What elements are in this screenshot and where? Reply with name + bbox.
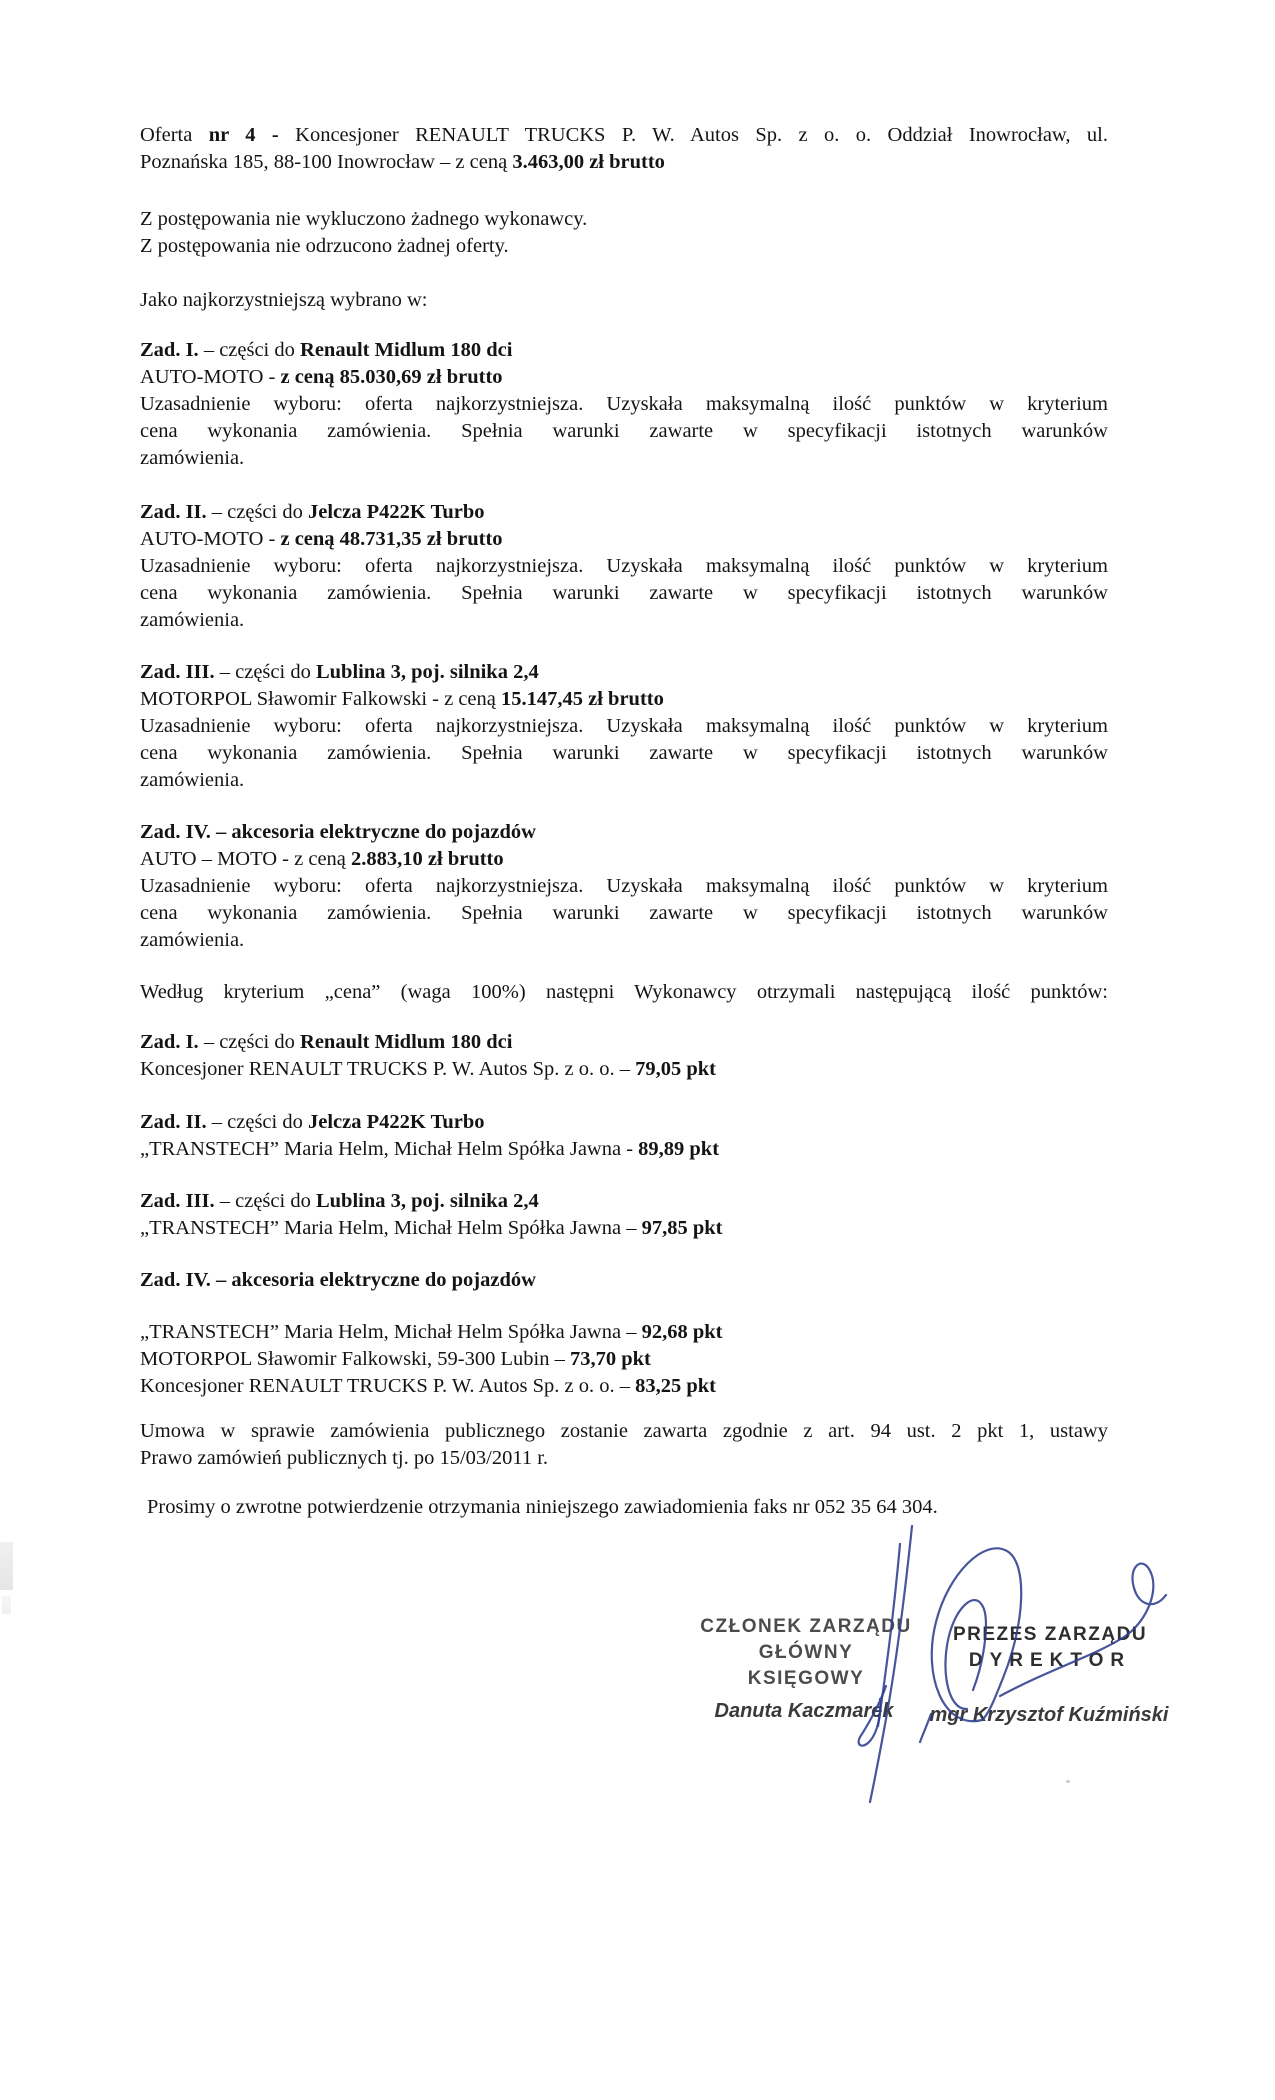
points4-heading: Zad. IV. – akcesoria elektryczne do pojazdów: [140, 1269, 536, 1291]
offer-summary-line-1: Oferta nr 4 - Koncesjoner RENAULT TRUCKS P. W. Autos Sp. z o. o. Oddział Inowrocław, ul.: [140, 124, 1108, 146]
points4-entry-2: MOTORPOL Sławomir Falkowski, 59-300 Lubin – 73,70 pkt: [140, 1348, 651, 1370]
award4-justification-line-1: Uzasadnienie wyboru: oferta najkorzystniejsza. Uzyskała maksymalną ilość punktów w kryterium: [140, 875, 1108, 897]
award3-justification-line-2: cena wykonania zamówienia. Spełnia warunki zawarte w specyfikacji istotnych warunków: [140, 742, 1108, 764]
scan-edge-artifact-2: [2, 1596, 11, 1614]
award4-justification-line-2: cena wykonania zamówienia. Spełnia warunki zawarte w specyfikacji istotnych warunków: [140, 902, 1108, 924]
award1-heading: Zad. I. – części do Renault Midlum 180 dci: [140, 339, 513, 361]
award3-heading: Zad. III. – części do Lublina 3, poj. silnika 2,4: [140, 661, 539, 683]
scan-speck: [1066, 1780, 1070, 1783]
right-signature-outer-loop: [932, 1548, 1021, 1721]
points3-entry-1: „TRANSTECH” Maria Helm, Michał Helm Spółka Jawna – 97,85 pkt: [140, 1217, 723, 1239]
award2-justification-line-2: cena wykonania zamówienia. Spełnia warunki zawarte w specyfikacji istotnych warunków: [140, 582, 1108, 604]
award1-justification-line-3: zamówienia.: [140, 447, 245, 469]
points4-entry-3: Koncesjoner RENAULT TRUCKS P. W. Autos Sp. z o. o. – 83,25 pkt: [140, 1375, 716, 1397]
right-stamp-line-1: PREZES ZARZĄDU: [952, 1624, 1148, 1645]
contract-note-line-2: Prawo zamówień publicznych tj. po 15/03/2011 r.: [140, 1447, 549, 1469]
award2-winner: AUTO-MOTO - z ceną 48.731,35 zł brutto: [140, 528, 503, 550]
award2-justification-line-1: Uzasadnienie wyboru: oferta najkorzystniejsza. Uzyskała maksymalną ilość punktów w kryterium: [140, 555, 1108, 577]
award3-justification-line-1: Uzasadnienie wyboru: oferta najkorzystniejsza. Uzyskała maksymalną ilość punktów w kryterium: [140, 715, 1108, 737]
scan-edge-artifact-1: [0, 1542, 13, 1590]
offer-summary-line-2: Poznańska 185, 88-100 Inowrocław – z ceną 3.463,00 zł brutto: [140, 151, 665, 173]
points3-heading: Zad. III. – części do Lublina 3, poj. silnika 2,4: [140, 1190, 539, 1212]
award2-heading: Zad. II. – części do Jelcza P422K Turbo: [140, 501, 485, 523]
points2-entry-1: „TRANSTECH” Maria Helm, Michał Helm Spółka Jawna - 89,89 pkt: [140, 1138, 720, 1160]
award1-winner: AUTO-MOTO - z ceną 85.030,69 zł brutto: [140, 366, 503, 388]
right-signature-tail: [1000, 1564, 1166, 1696]
left-stamp-line-2: GŁÓWNY KSIĘGOWY: [747, 1642, 865, 1689]
points1-entry-1: Koncesjoner RENAULT TRUCKS P. W. Autos Sp. z o. o. – 79,05 pkt: [140, 1058, 716, 1080]
award4-heading: Zad. IV. – akcesoria elektryczne do pojazdów: [140, 821, 536, 843]
right-signatory-name: mgr Krzysztof Kuźmiński: [929, 1704, 1169, 1726]
award1-justification-line-2: cena wykonania zamówienia. Spełnia warunki zawarte w specyfikacji istotnych warunków: [140, 420, 1108, 442]
contract-note-line-1: Umowa w sprawie zamówienia publicznego zostanie zawarta zgodnie z art. 94 ust. 2 pkt 1, ustawy: [140, 1420, 1108, 1442]
handwritten-signatures: [630, 1518, 1210, 1818]
award4-winner: AUTO – MOTO - z ceną 2.883,10 zł brutto: [140, 848, 504, 870]
award3-justification-line-3: zamówienia.: [140, 769, 245, 791]
award4-justification-line-3: zamówienia.: [140, 929, 245, 951]
criteria-intro: Według kryterium „cena” (waga 100%) następni Wykonawcy otrzymali następującą ilość punktów:: [140, 981, 1108, 1003]
points1-heading: Zad. I. – części do Renault Midlum 180 dci: [140, 1031, 513, 1053]
left-signatory-name: Danuta Kaczmarek: [714, 1700, 894, 1722]
points2-heading: Zad. II. – części do Jelcza P422K Turbo: [140, 1111, 485, 1133]
statement-no-exclusion: Z postępowania nie wykluczono żadnego wykonawcy.: [140, 208, 588, 230]
fax-confirmation-note: Prosimy o zwrotne potwierdzenie otrzymania niniejszego zawiadomienia faks nr 052 35 64 304.: [147, 1496, 938, 1518]
statement-no-rejection: Z postępowania nie odrzucono żadnej oferty.: [140, 235, 509, 257]
right-stamp-line-2: DYREKTOR: [968, 1650, 1132, 1671]
points4-entry-1: „TRANSTECH” Maria Helm, Michał Helm Spółka Jawna – 92,68 pkt: [140, 1321, 723, 1343]
award2-justification-line-3: zamówienia.: [140, 609, 245, 631]
right-signature-inner-loop: [945, 1600, 985, 1709]
left-signature-stroke-1: [870, 1526, 912, 1802]
award1-justification-line-1: Uzasadnienie wyboru: oferta najkorzystniejsza. Uzyskała maksymalną ilość punktów w kryterium: [140, 393, 1108, 415]
selection-intro: Jako najkorzystniejszą wybrano w:: [140, 289, 428, 311]
left-stamp-line-1: CZŁONEK ZARZĄDU: [700, 1616, 912, 1637]
right-signature-hook: [920, 1714, 931, 1742]
award3-winner: MOTORPOL Sławomir Falkowski - z ceną 15.147,45 zł brutto: [140, 688, 664, 710]
